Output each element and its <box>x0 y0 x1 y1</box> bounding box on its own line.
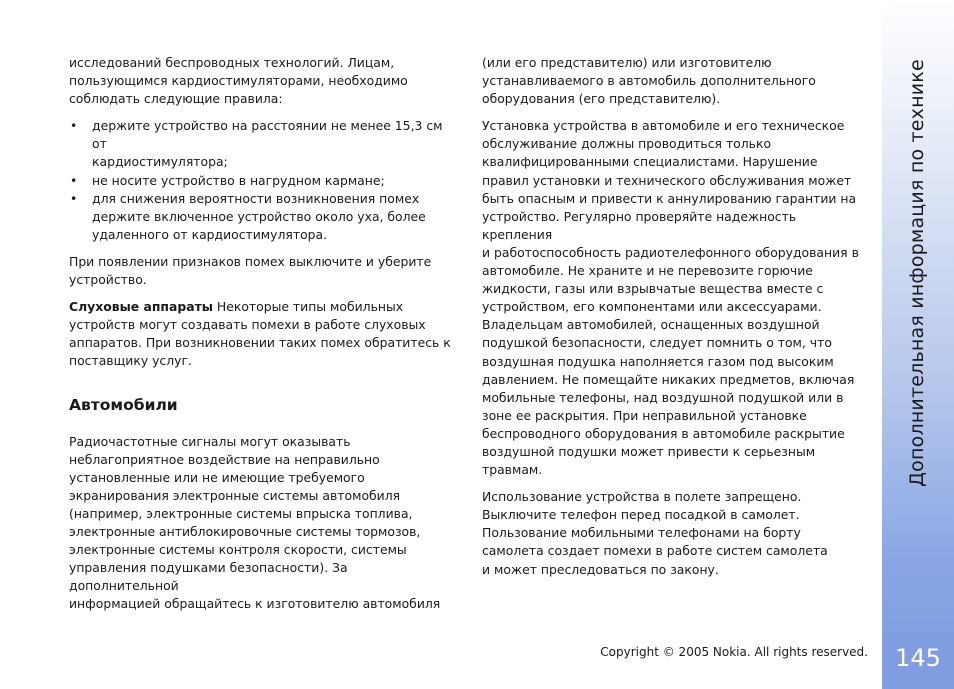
section-heading-cars: Автомобили <box>69 395 178 414</box>
page-number-box <box>882 632 954 689</box>
copyright-notice: Copyright © 2005 Nokia. All rights reserved. <box>600 645 868 659</box>
pacemaker-rules-list <box>69 117 461 244</box>
list-item: • не носите устройство в нагрудном кармане; <box>69 172 461 190</box>
intro-paragraph: исследований беспроводных технологий. Лицам, пользующимся кардиостимуляторами, необходимо соблюдать следующие правила: <box>69 55 408 107</box>
flight-paragraph: Использование устройства в полете запрещено. Выключите телефон перед посадкой в самолет. Пользование мобильными телефонами на борту самолета создает помехи в работе систем самолета и может преследоваться по закону. <box>482 489 828 577</box>
page-number: 145 <box>895 644 941 672</box>
right-column <box>482 54 868 588</box>
hearing-aids-paragraph <box>69 298 461 370</box>
cars-paragraph: Радиочастотные сигналы могут оказывать неблагоприятное воздействие на неправильно установленные или не имеющие требуемого экранирования электронные системы автомобиля (например, электронные системы впрыска топлива, электронные антиблокировочные системы тормозов, электронные системы контроля скорости, системы управления подушками безопасности). За дополнительной информацией обращайтесь к изготовителю автомобиля <box>69 433 441 612</box>
interference-paragraph: При появлении признаков помех выключите и уберите устройство. <box>69 253 432 288</box>
installation-paragraph: Установка устройства в автомобиле и его техническое обслуживание должны проводиться только квалифицированными специалистами. Нарушение правил установки и технического обслуживания может быть опасным и привести к аннулированию гарантии на устройство. Регулярно проверяйте надежность крепления и работоспособность радиотелефонного оборудования в автомобиле. Не храните и не перевозите горючие жидкости, газы или взрывчатые вещества вместе с устройством, его компонентами или аксессуарами. Владельцам автомобилей, оснащенных воздушной подушкой безопасности, следует помнить о том, что воздушная подушка наполняется газом под высоким давлением. Не помещайте никаких предметов, включая мобильные телефоны, над воздушной подушкой или в зоне ее раскрытия. При неправильной установке беспроводного оборудования в автомобиле раскрытие воздушной подушки может привести к серьезным травмам. <box>482 118 859 478</box>
left-column <box>69 54 461 622</box>
list-item: • для снижения вероятности возникновения помех держите включенное устройство около уха, более удаленного от кардиостимулятора. <box>69 190 461 244</box>
chapter-title: Дополнительная информация по технике <box>906 59 928 487</box>
continuation-paragraph: (или его представителю) или изготовителю устанавливаемого в автомобиль дополнительного оборудования (его представителю). <box>482 55 816 107</box>
hearing-aids-text: Некоторые типы мобильных устройств могут создавать помехи в работе слуховых аппаратов. При возникновении таких помех обратитесь к поставщику услуг. <box>69 299 451 369</box>
list-item: • держите устройство на расстоянии не менее 15,3 см от кардиостимулятора; <box>69 117 461 171</box>
hearing-aids-title: Слуховые аппараты <box>69 299 213 315</box>
